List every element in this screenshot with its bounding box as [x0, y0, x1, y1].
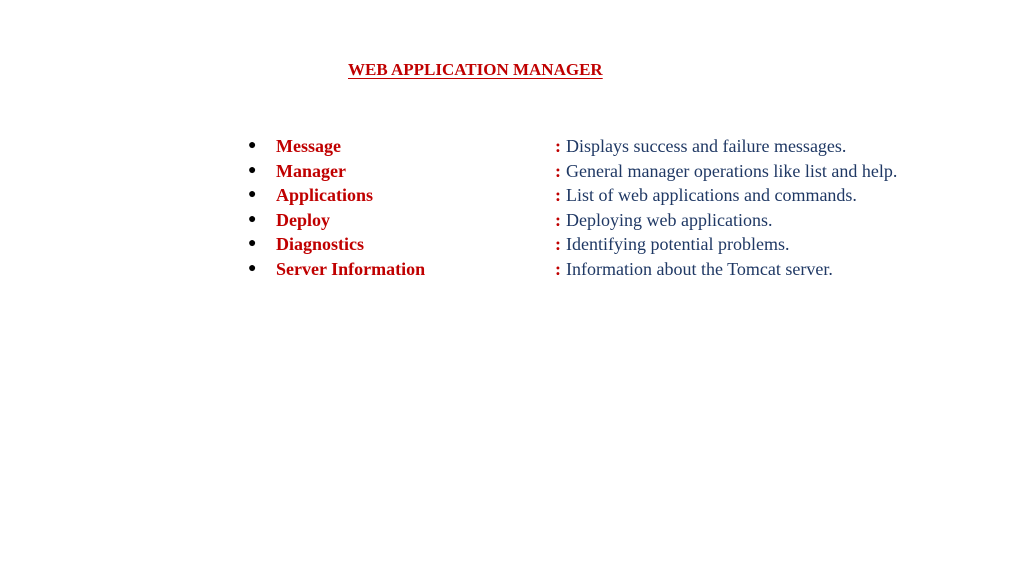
item-separator: : — [555, 209, 561, 230]
item-term: Deploy — [276, 209, 330, 230]
list-item — [0, 208, 1024, 233]
list-item — [0, 134, 1024, 159]
definition-list — [0, 134, 1024, 282]
item-separator: : — [555, 160, 561, 181]
bullet-icon: ● — [248, 162, 257, 178]
item-term: Manager — [276, 160, 346, 181]
item-term: Diagnostics — [276, 234, 365, 255]
item-description: Identifying potential problems. — [566, 234, 790, 255]
item-description: General manager operations like list and help. — [566, 160, 898, 181]
item-term: Message — [276, 136, 341, 156]
item-term: Server Information — [276, 258, 426, 279]
item-description: Displays success and failure messages. — [566, 136, 847, 156]
page-title: WEB APPLICATION MANAGER — [348, 60, 603, 79]
item-description: List of web applications and commands. — [566, 185, 857, 206]
item-separator: : — [555, 136, 561, 156]
item-separator: : — [555, 258, 561, 279]
bullet-icon: ● — [248, 187, 257, 203]
item-description: Information about the Tomcat server. — [566, 258, 833, 279]
bullet-icon: ● — [248, 260, 257, 276]
list-item — [0, 257, 1024, 282]
item-separator: : — [555, 234, 561, 255]
bullet-icon: ● — [248, 138, 257, 153]
bullet-icon: ● — [248, 236, 257, 252]
item-term: Applications — [276, 185, 374, 206]
list-item — [0, 159, 1024, 184]
bullet-icon: ● — [248, 211, 257, 227]
list-item — [0, 232, 1024, 257]
item-description: Deploying web applications. — [566, 209, 773, 230]
item-separator: : — [555, 185, 561, 206]
list-item — [0, 183, 1024, 208]
